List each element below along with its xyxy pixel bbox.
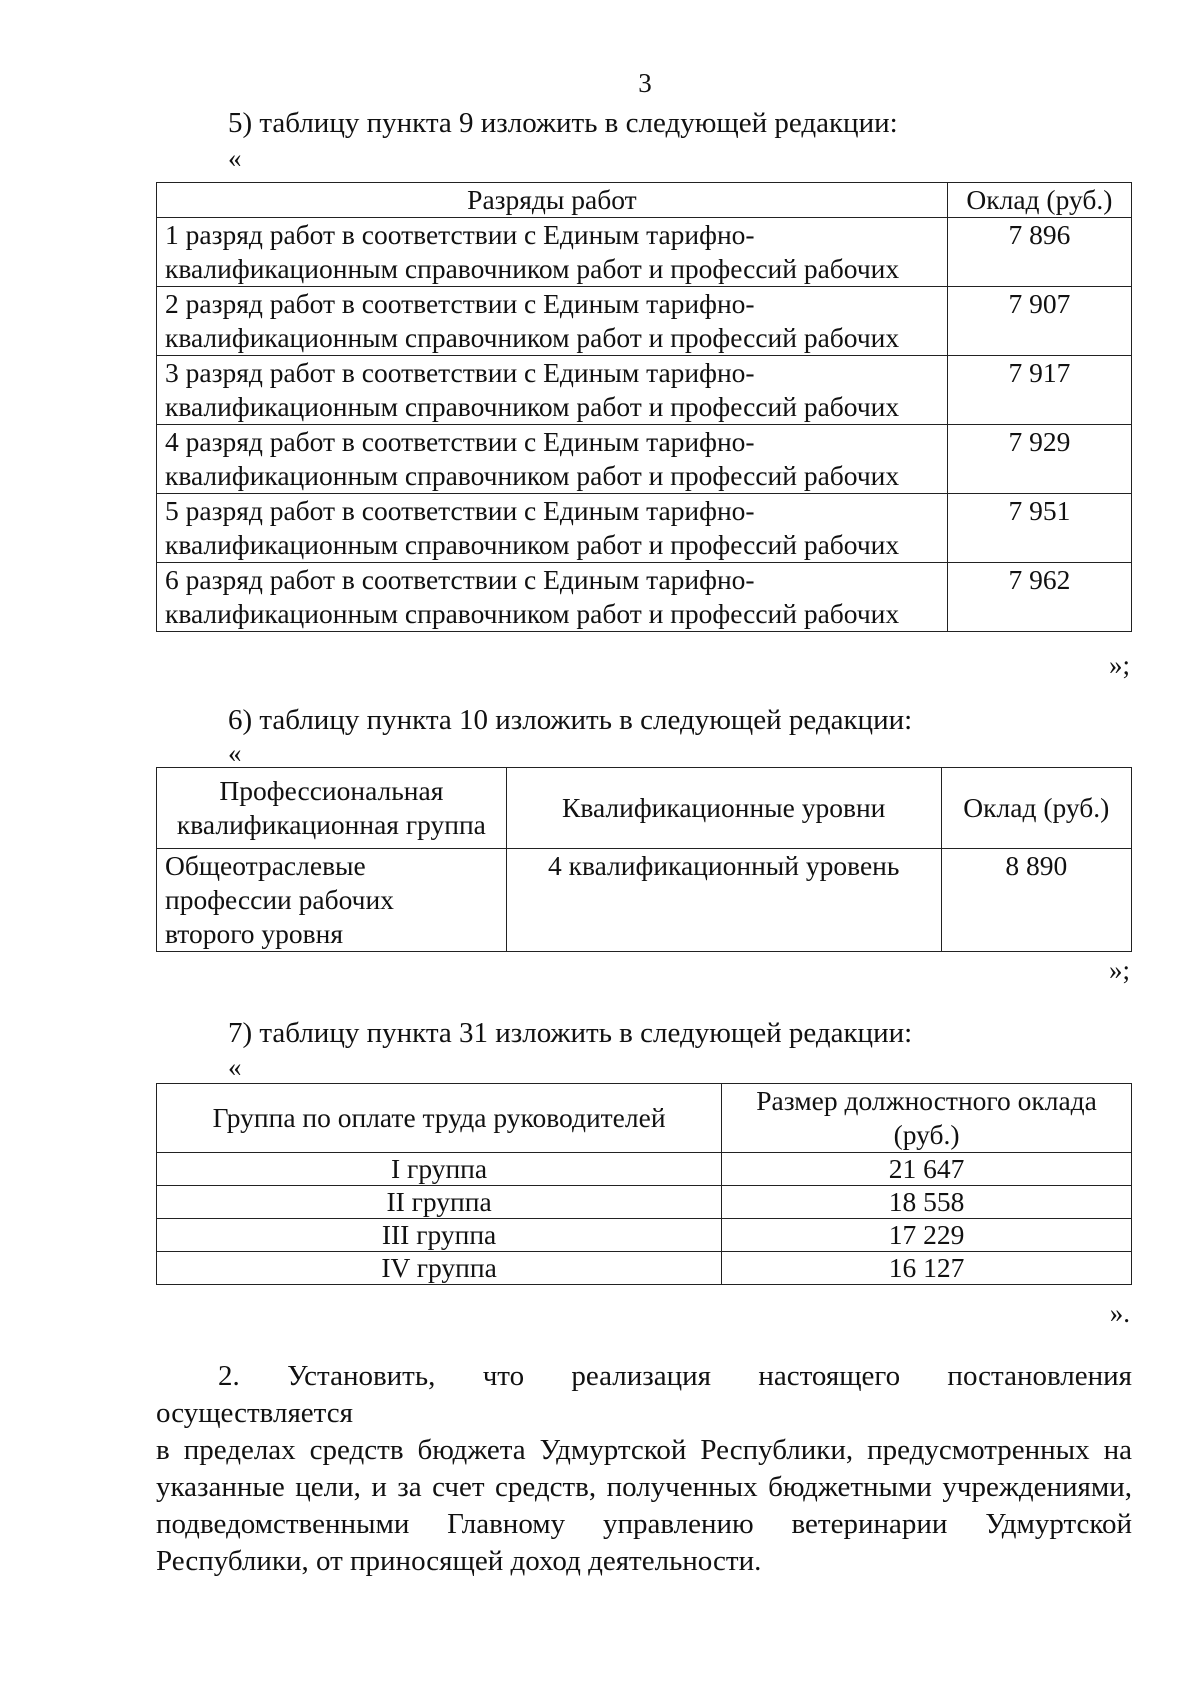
table-header-row (157, 183, 1132, 218)
table-row (157, 425, 1132, 494)
paragraph-line: Республики, от приносящей доход деятельности. (156, 1545, 762, 1577)
section5-quote-open: « (228, 143, 242, 173)
table-row (157, 1186, 1132, 1219)
table-work-grades (156, 182, 1132, 632)
header-qualification-group: Профессиональная квалификационная группа (157, 768, 507, 849)
section6-quote-close: »; (1108, 955, 1130, 985)
table-row (157, 849, 1132, 952)
header-salary: Оклад (руб.) (941, 768, 1131, 849)
paragraph-line: подведомственными Главному управлению ветеринарии Удмуртской (156, 1508, 1132, 1540)
page-number: 3 (638, 68, 652, 98)
grade-description: 3 разряд работ в соответствии с Единым тарифно- квалификационным справочником работ и профессий рабочих (157, 356, 948, 425)
grade-description: 6 разряд работ в соответствии с Единым тарифно- квалификационным справочником работ и профессий рабочих (157, 563, 948, 632)
table-row (157, 1252, 1132, 1285)
management-group: IV группа (157, 1252, 722, 1285)
section6-quote-open: « (228, 738, 242, 768)
section5-quote-close: »; (1108, 650, 1130, 680)
header-work-grades: Разряды работ (157, 183, 948, 218)
grade-description: 2 разряд работ в соответствии с Единым тарифно- квалификационным справочником работ и профессий рабочих (157, 287, 948, 356)
grade-description: 4 разряд работ в соответствии с Единым тарифно- квалификационным справочником работ и профессий рабочих (157, 425, 948, 494)
section7-quote-close: ». (1109, 1298, 1130, 1328)
header-salary: Оклад (руб.) (947, 183, 1131, 218)
grade-description: 5 разряд работ в соответствии с Единым тарифно- квалификационным справочником работ и профессий рабочих (157, 494, 948, 563)
section7-heading: 7) таблицу пункта 31 изложить в следующей редакции: (228, 1017, 913, 1049)
qualification-level: 4 квалификационный уровень (506, 849, 941, 952)
table-header-row (157, 768, 1132, 849)
management-group: II группа (157, 1186, 722, 1219)
section6-heading: 6) таблицу пункта 10 изложить в следующей редакции: (228, 704, 913, 736)
grade-salary: 7 896 (947, 218, 1131, 287)
grade-salary: 7 917 (947, 356, 1131, 425)
table-row (157, 218, 1132, 287)
paragraph-line: 2. Установить, что реализация настоящего постановления осуществляется (156, 1360, 1132, 1429)
management-group: I группа (157, 1153, 722, 1186)
management-group: III группа (157, 1219, 722, 1252)
management-salary: 21 647 (722, 1153, 1132, 1186)
table-row (157, 356, 1132, 425)
header-qualification-levels: Квалификационные уровни (506, 768, 941, 849)
table-row (157, 287, 1132, 356)
section5-heading: 5) таблицу пункта 9 изложить в следующей редакции: (228, 107, 898, 139)
table-management-groups (156, 1083, 1132, 1285)
table-header-row (157, 1084, 1132, 1153)
grade-description: 1 разряд работ в соответствии с Единым тарифно- квалификационным справочником работ и профессий рабочих (157, 218, 948, 287)
grade-salary: 7 907 (947, 287, 1131, 356)
table-row (157, 1219, 1132, 1252)
header-management-group: Группа по оплате труда руководителей (157, 1084, 722, 1153)
management-salary: 18 558 (722, 1186, 1132, 1219)
table-row (157, 563, 1132, 632)
paragraph-line: указанные цели, и за счет средств, полученных бюджетными учреждениями, (156, 1471, 1132, 1503)
paragraph-line: в пределах средств бюджета Удмуртской Республики, предусмотренных на (156, 1434, 1132, 1466)
grade-salary: 7 929 (947, 425, 1131, 494)
management-salary: 17 229 (722, 1219, 1132, 1252)
paragraph-2 (156, 1358, 1132, 1580)
table-row (157, 1153, 1132, 1186)
header-salary-size: Размер должностного оклада (руб.) (722, 1084, 1132, 1153)
section7-quote-open: « (228, 1052, 242, 1082)
grade-salary: 7 962 (947, 563, 1131, 632)
management-salary: 16 127 (722, 1252, 1132, 1285)
qualification-salary: 8 890 (941, 849, 1131, 952)
qualification-group: Общеотраслевые профессии рабочих второго уровня (157, 849, 507, 952)
table-qualification-groups (156, 767, 1132, 952)
grade-salary: 7 951 (947, 494, 1131, 563)
table-row (157, 494, 1132, 563)
